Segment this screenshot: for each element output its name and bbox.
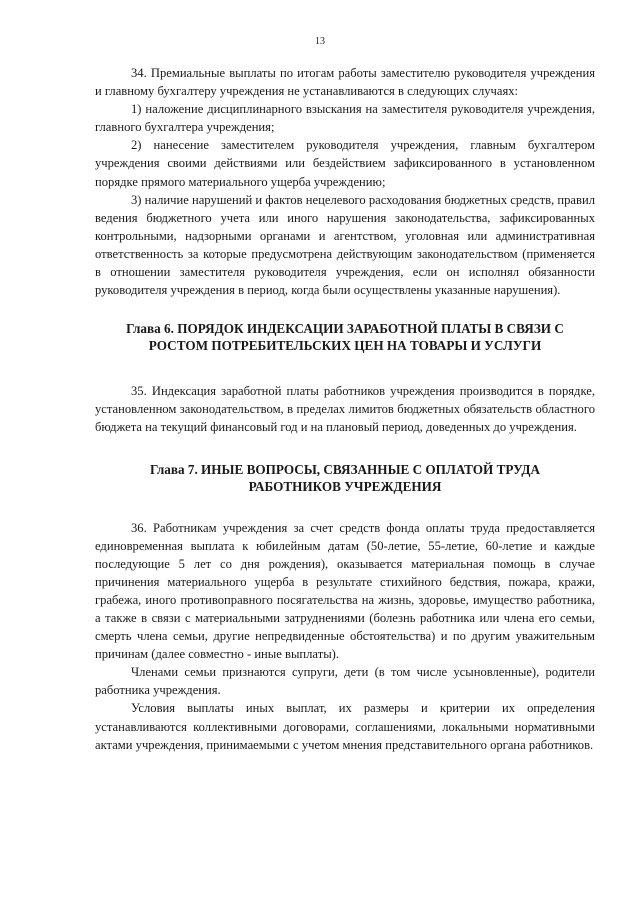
section-34-intro: 34. Премиальные выплаты по итогам работы заместителю руководителя учреждения и главному бухгалтеру учреждения не устанавливаются в следующих случаях: bbox=[95, 66, 595, 99]
chapter-7-heading: Глава 7. ИНЫЕ ВОПРОСЫ, СВЯЗАННЫЕ С ОПЛАТОЙ ТРУДА РАБОТНИКОВ УЧРЕЖДЕНИЯ bbox=[149, 461, 541, 494]
payment-conditions-paragraph: Условия выплаты иных выплат, их размеры и критерии их определения устанавливаются коллективными договорами, соглашениями, локальными нормативными актами учреждения, принимаемыми с учетом мнения представительного органа работников. bbox=[95, 701, 595, 752]
section-36: 36. Работникам учреждения за счет средств фонда оплаты труда предоставляется единовременная выплата к юбилейным датам (50-летие, 55-летие, 60-летие и каждые последующие 5 лет со дня рождения), оказывается материальная помощь в случае причинения материального ущерба в результате стихийного бедствия, пожара, кражи, грабежа, иного противоправного посягательства на жизнь, здоровье, имущество работника, а также в связи с материальными затруднениями (болезнь работника или члена его семьи, смерть члена семьи, другие непредвиденные обстоятельства) и по другим уважительным причинам (далее совместно - иные выплаты). bbox=[95, 520, 595, 662]
family-members-paragraph: Членами семьи признаются супруги, дети (в том числе усыновленные), родители работника учреждения. bbox=[95, 665, 595, 698]
document-body bbox=[95, 64, 595, 754]
chapter-6-heading: Глава 6. ПОРЯДОК ИНДЕКСАЦИИ ЗАРАБОТНОЙ ПЛАТЫ В СВЯЗИ С РОСТОМ ПОТРЕБИТЕЛЬСКИХ ЦЕН НА ТОВАРЫ И УСЛУГИ bbox=[126, 321, 564, 354]
section-34-item-1: 1) наложение дисциплинарного взыскания на заместителя руководителя учреждения, главного бухгалтера учреждения; bbox=[95, 102, 595, 135]
section-34-item-3: 3) наличие нарушений и фактов нецелевого расходования бюджетных средств, правил ведения бюджетного учета или иного нарушения законодательства, зафиксированных контрольными, надзорными органами и агентством, уголовная или административная ответственность за которые предусмотрена действующим законодательством (применяется в отношении заместителя руководителя учреждения, если он исполнял обязанности руководителя учреждения в период, когда были осуществлены указанные нарушения). bbox=[95, 192, 595, 298]
section-35: 35. Индексация заработной платы работников учреждения производится в порядке, установленном законодательством, в пределах лимитов бюджетных обязательств областного бюджета на текущий финансовый год и на плановый период, доведенных до учреждения. bbox=[95, 384, 595, 435]
section-34-item-2: 2) нанесение заместителем руководителя учреждения, главным бухгалтером учреждения своими действиями или бездействием зафиксированного в установленном порядке прямого материального ущерба учреждению; bbox=[95, 138, 595, 189]
page-number: 13 bbox=[315, 36, 325, 47]
